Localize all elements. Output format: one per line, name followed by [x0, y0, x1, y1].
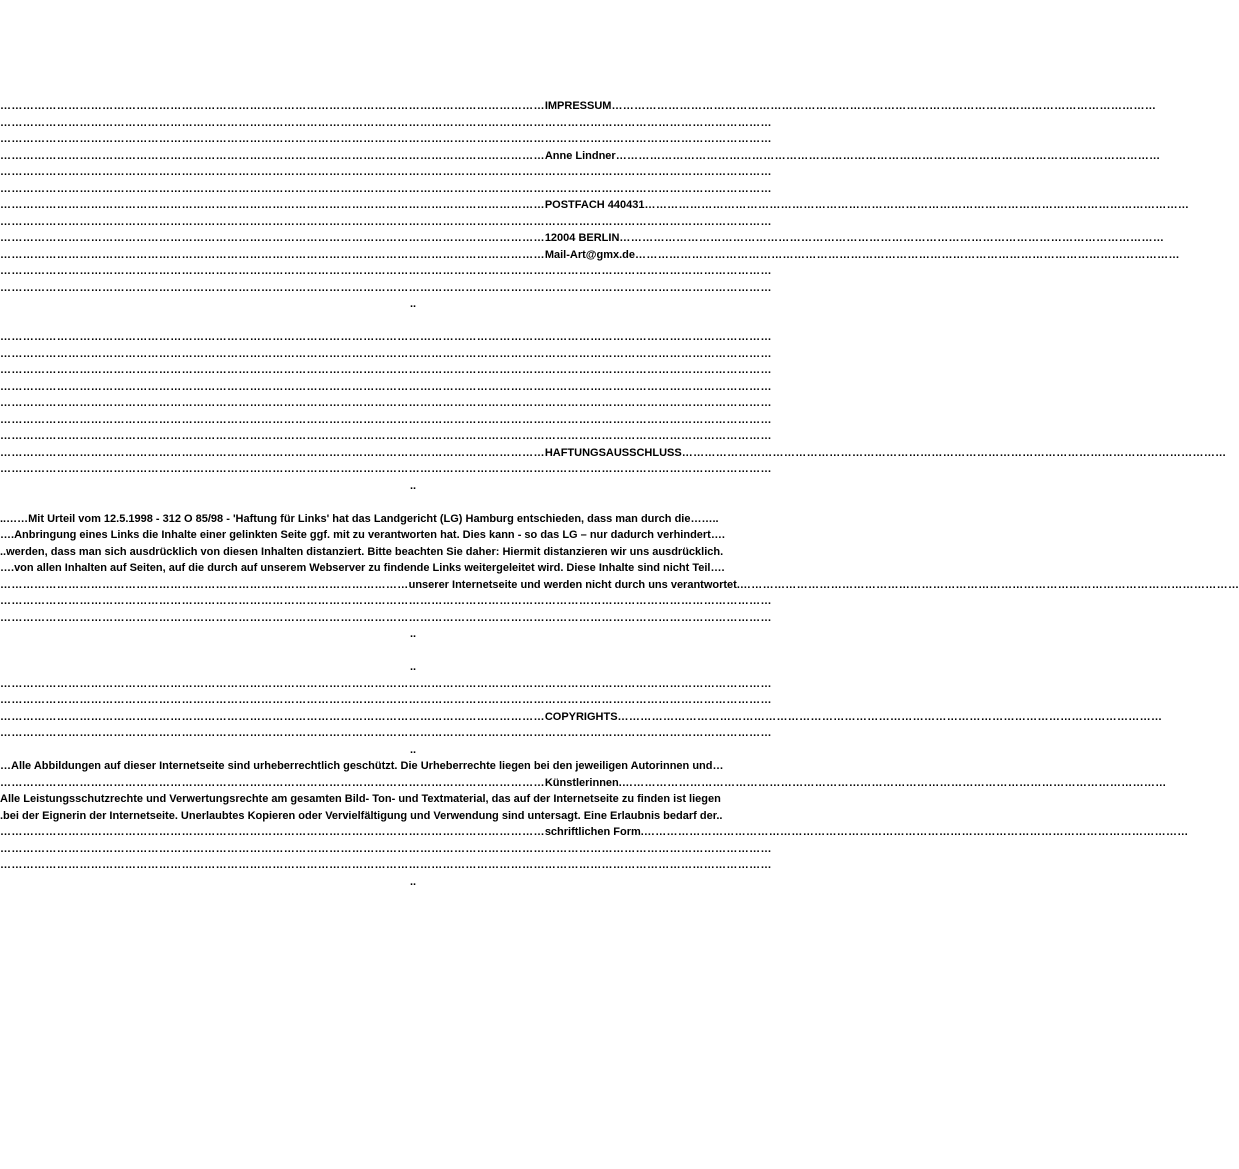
impressum-heading-line: ……………………………………………………………………………………………………………………………… IMPRESSUM ………………………………………………………………………………………………………………………………: [0, 98, 826, 115]
postbox-line: ……………………………………………………………………………………………………………………………… POSTFACH 440431 ………………………………………………………………………………………………………………………………: [0, 197, 826, 214]
copyrights-line-2: ……………………………………………………………………………………………………………………………… Künstlerinnen. ………………………………………………………………………………………………………………………………: [0, 776, 1167, 789]
dot-line: ……………………………………………………………………………………………………………………………………………………………………………………: [0, 166, 772, 178]
dot-line: ……………………………………………………………………………………………………………………………………………………………………………………: [0, 611, 772, 624]
separator: ..: [409, 298, 417, 310]
haftung-line-2: …. Anbringung eines Links die Inhalte einer gelinkten Seite ggf. mit zu verantworten hat. Dies kann - so das LG – nur dadurch verhindert ….: [0, 529, 725, 541]
dot-line: ……………………………………………………………………………………………………………………………………………………………………………………: [0, 397, 772, 409]
email-line: ……………………………………………………………………………………………………………………………… Mail-Art@gmx.de ………………………………………………………………………………………………………………………………: [0, 247, 826, 264]
dot-line: ……………………………………………………………………………………………………………………………………………………………………………………: [0, 430, 772, 442]
haftung-heading-line: ……………………………………………………………………………………………………………………………… HAFTUNGSAUSSCHLUSS ………………………………………………………………………………………………………………………………: [0, 445, 826, 462]
haftung-line-4: …. von allen Inhalten auf Seiten, auf die durch auf unserem Webserver zu findende Links weitergeleitet wird. Diese Inhalte sind nicht Teil ….: [0, 562, 725, 574]
dot-line: ……………………………………………………………………………………………………………………………………………………………………………………: [0, 331, 772, 343]
dot-line: ……………………………………………………………………………………………………………………………………………………………………………………: [0, 265, 772, 277]
haftung-line-5: ……………………………………………………………………………………………… unserer Internetseite und werden nicht durch uns verantwortet. ……………………………………………………………………………………………………………………: [0, 578, 1239, 591]
owner-name: Anne Lindner: [544, 149, 616, 162]
name-line: ……………………………………………………………………………………………………………………………… Anne Lindner ………………………………………………………………………………………………………………………………: [0, 148, 826, 165]
dot-line: ……………………………………………………………………………………………………………………………………………………………………………………: [0, 364, 772, 376]
dot-line: ……………………………………………………………………………………………………………………………………………………………………………………: [0, 347, 772, 360]
impressum-heading: IMPRESSUM: [544, 100, 612, 112]
dot-line: ……………………………………………………………………………………………………………………………………………………………………………………: [0, 677, 772, 690]
copyrights-heading: COPYRIGHTS: [544, 710, 618, 723]
city-line: ……………………………………………………………………………………………………………………………… 12004 BERLIN ………………………………………………………………………………………………………………………………: [0, 230, 826, 247]
dot-line: ……………………………………………………………………………………………………………………………………………………………………………………: [0, 727, 772, 739]
city: 12004 BERLIN: [544, 232, 620, 244]
email-link[interactable]: Mail-Art@gmx.de: [544, 248, 635, 261]
copyrights-line-5: ……………………………………………………………………………………………………………………………… schriftlichen Form. ………………………………………………………………………………………………………………………………: [0, 826, 1189, 838]
copyrights-heading-line: ……………………………………………………………………………………………………………………………… COPYRIGHTS ………………………………………………………………………………………………………………………………: [0, 709, 826, 726]
separator: ..: [409, 479, 417, 492]
separator: ..: [409, 628, 417, 640]
dot-line: ……………………………………………………………………………………………………………………………………………………………………………………: [0, 595, 772, 607]
haftung-line-1: ..…… Mit Urteil vom 12.5.1998 - 312 O 85/98 - 'Haftung für Links' hat das Landgericht (LG) Hamburg entschieden, dass man durch die ……..: [0, 512, 719, 525]
dot-line: ……………………………………………………………………………………………………………………………………………………………………………………: [0, 859, 772, 871]
haftung-heading: HAFTUNGSAUSSCHLUSS: [544, 446, 682, 459]
dot-line: ……………………………………………………………………………………………………………………………………………………………………………………: [0, 380, 772, 393]
dot-line: ……………………………………………………………………………………………………………………………………………………………………………………: [0, 842, 772, 855]
dot-line: ……………………………………………………………………………………………………………………………………………………………………………………: [0, 116, 772, 129]
copyrights-line-3: Alle Leistungsschutzrechte und Verwertungsrechte am gesamten Bild- Ton- und Textmaterial, das auf der Internetseite zu finden ist liegen: [0, 793, 721, 805]
dot-line: ……………………………………………………………………………………………………………………………………………………………………………………: [0, 463, 772, 475]
separator: ..: [409, 875, 417, 888]
dot-line: ……………………………………………………………………………………………………………………………………………………………………………………: [0, 133, 772, 145]
separator: ..: [409, 743, 417, 756]
dot-line: ……………………………………………………………………………………………………………………………………………………………………………………: [0, 182, 772, 195]
impressum-page: [0, 98, 1239, 890]
postbox: POSTFACH 440431: [544, 199, 645, 211]
separator: ..: [409, 661, 417, 673]
copyrights-line-1: … Alle Abbildungen auf dieser Internetseite sind urheberrechtlich geschützt. Die Urheberrechte liegen bei den jeweiligen Autorinnen und …: [0, 760, 724, 772]
haftung-line-3: .. werden, dass man sich ausdrücklich von diesen Inhalten distanziert. Bitte beachten Sie daher: Hiermit distanzieren wir uns ausdrücklich.: [0, 545, 724, 558]
copyrights-line-4: .bei der Eignerin der Internetseite. Unerlaubtes Kopieren oder Vervielfältigung und Verwendung sind untersagt. Eine Erlaubnis bedarf der..: [0, 809, 723, 822]
dot-line: ……………………………………………………………………………………………………………………………………………………………………………………: [0, 694, 772, 706]
dot-line: ……………………………………………………………………………………………………………………………………………………………………………………: [0, 413, 772, 426]
dot-line: ……………………………………………………………………………………………………………………………………………………………………………………: [0, 281, 772, 294]
dot-line: ……………………………………………………………………………………………………………………………………………………………………………………: [0, 215, 772, 228]
